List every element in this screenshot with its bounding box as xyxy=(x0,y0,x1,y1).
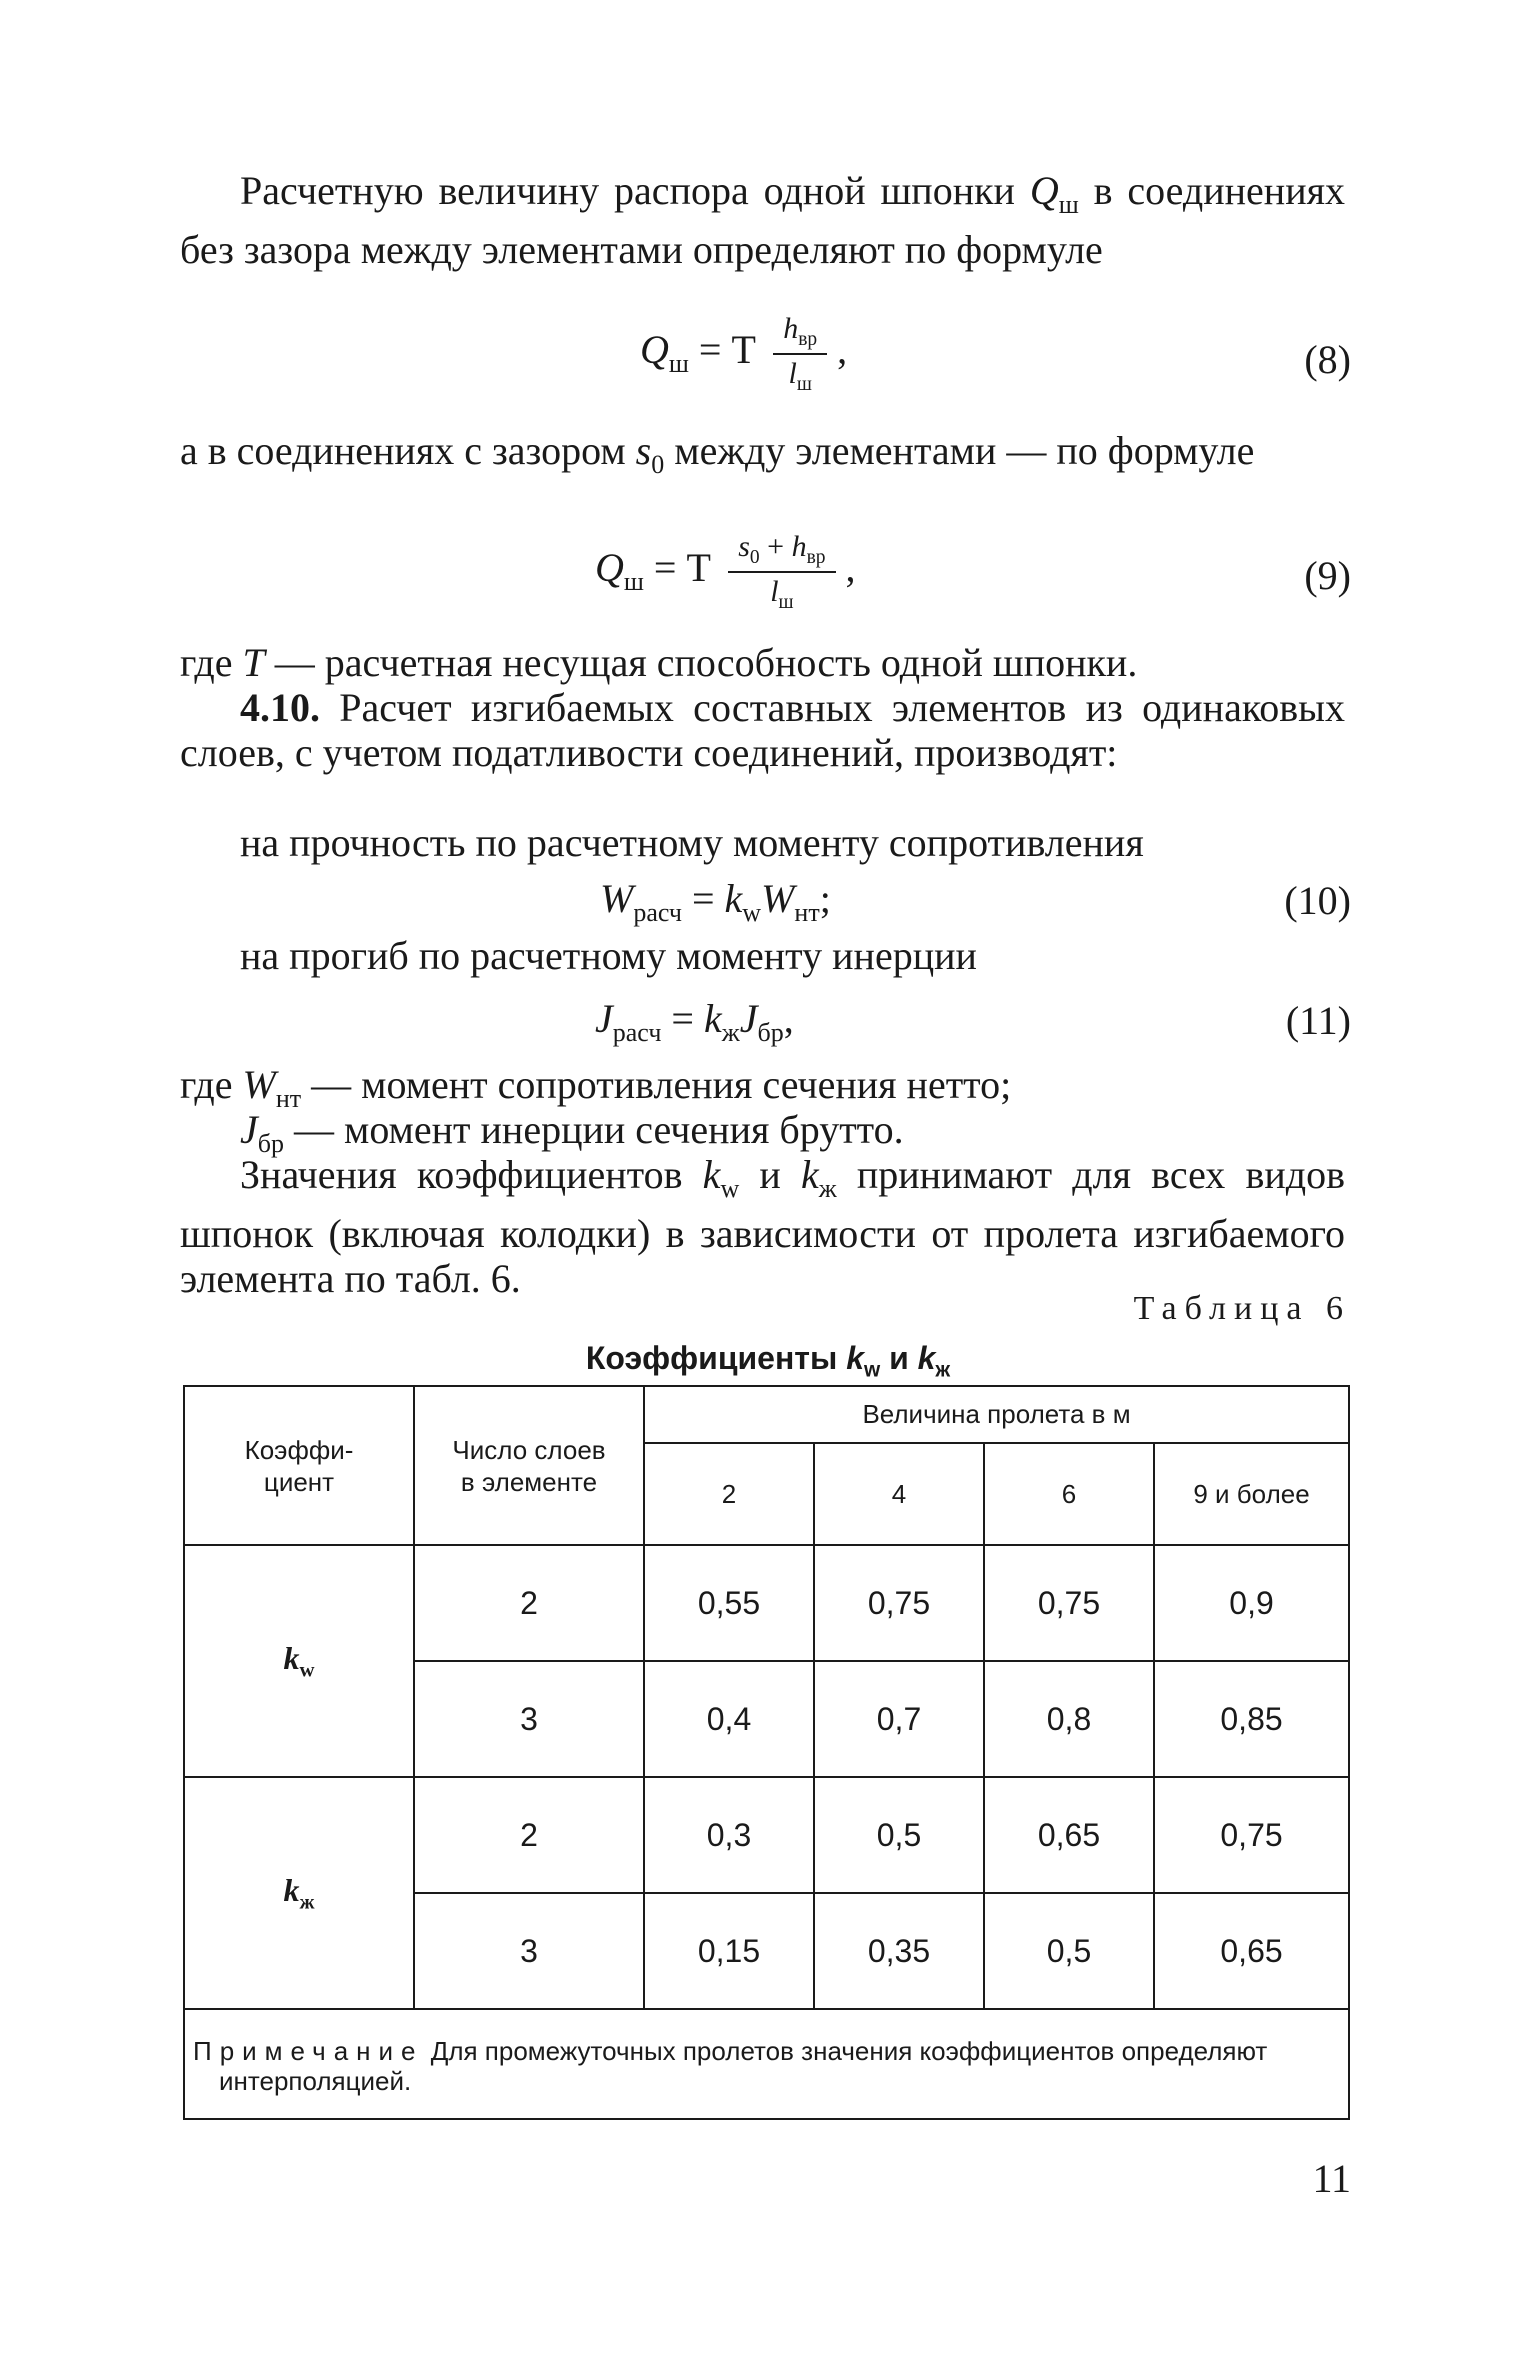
formula-8-den: l xyxy=(788,357,797,390)
formula-9-num-a-sub: 0 xyxy=(749,547,760,568)
table-cell: 0,35 xyxy=(814,1893,984,2009)
formula-10-w-sub: нт xyxy=(794,898,820,927)
table-note-text: Для промежуточных пролетов значения коэффициентов определяют интерполяцией. xyxy=(219,2036,1268,2096)
formula-9-lhs-sub: ш xyxy=(623,567,644,597)
formula-8-lhs: Q xyxy=(640,327,669,373)
table-cell: 0,75 xyxy=(984,1545,1154,1661)
table-note-label: Примечание xyxy=(193,2036,424,2066)
formula-9-den-sub: ш xyxy=(778,592,794,613)
header-coefficient-l1: Коэффи- xyxy=(244,1434,354,1465)
q-symbol: Q xyxy=(1029,168,1059,213)
table-cell: 0,15 xyxy=(644,1893,814,2009)
table-title-kzh: k xyxy=(917,1340,936,1376)
table-cell: 0,5 xyxy=(984,1893,1154,2009)
equation-number-11: (11) xyxy=(1285,998,1351,1043)
formula-9-tail: , xyxy=(835,545,856,591)
coefficients-table xyxy=(183,1385,1350,2120)
table-cell: 0,75 xyxy=(814,1545,984,1661)
intro-text: Расчетную величину распора одной шпонки xyxy=(240,168,1030,213)
formula-8-eq: = T xyxy=(688,327,766,373)
formula-11-k: k xyxy=(703,996,722,1041)
formula-11 xyxy=(595,995,794,1048)
coef-kzh-symbol: k xyxy=(283,1871,300,1908)
mid-text: а в соединениях с зазором xyxy=(180,428,636,473)
intro-text-end: в соединениях без зазора между элементами определяют по формуле xyxy=(180,168,1345,272)
kzh-symbol: k xyxy=(800,1152,819,1197)
table-row xyxy=(184,1545,1349,1661)
coef-kw-symbol: k xyxy=(283,1639,300,1676)
table-cell: 3 xyxy=(414,1661,644,1777)
mid-paragraph xyxy=(180,428,1345,487)
formula-10-lhs-sub: расч xyxy=(633,898,682,927)
table-cell: 0,85 xyxy=(1154,1661,1349,1777)
table-cell: 0,65 xyxy=(984,1777,1154,1893)
formula-11-j-sub: бр xyxy=(757,1018,784,1047)
formula-11-j: J xyxy=(739,996,758,1041)
j-symbol: J xyxy=(240,1107,258,1152)
where-j-text: — момент инерции сечения брутто. xyxy=(284,1107,904,1152)
table-cell: 0,9 xyxy=(1154,1545,1349,1661)
header-layers-l1: Число слоев xyxy=(452,1434,606,1465)
formula-11-tail: , xyxy=(783,996,794,1041)
formula-8-fraction xyxy=(773,312,827,396)
formula-9-lhs: Q xyxy=(595,545,624,591)
formula-9 xyxy=(595,530,856,614)
section-4-10 xyxy=(180,685,1345,775)
kw-subscript: w xyxy=(720,1174,740,1203)
table-title-mid: и xyxy=(880,1340,918,1376)
table-row xyxy=(184,1777,1349,1893)
deflection-line: на прогиб по расчетному моменту инерции xyxy=(240,933,977,978)
values-text-end: принимают для всех видов шпонок (включая колодки) в зависимости от пролета изгибаемого элемента по табл. 6. xyxy=(180,1152,1345,1301)
where-w-text: — момент сопротивления сечения нетто; xyxy=(301,1062,1012,1107)
table-cell: 0,3 xyxy=(644,1777,814,1893)
values-text: Значения коэффициентов xyxy=(240,1152,703,1197)
formula-8-num: h xyxy=(783,312,799,345)
t-symbol: T xyxy=(242,640,265,685)
table-cell: 2 xyxy=(414,1545,644,1661)
formula-9-num-a: s xyxy=(738,530,750,563)
s-subscript: 0 xyxy=(651,450,665,479)
w-symbol: W xyxy=(242,1062,276,1107)
table-title-kw: k xyxy=(846,1340,864,1376)
header-layers xyxy=(414,1386,644,1545)
formula-11-k-sub: ж xyxy=(721,1018,740,1047)
where-t-text: — расчетная несущая способность одной шпонки. xyxy=(264,640,1138,685)
formula-8-den-sub: ш xyxy=(796,374,812,395)
formula-10-k: k xyxy=(724,876,743,921)
formula-11-lhs: J xyxy=(595,996,613,1041)
coef-kzh-sub: ж xyxy=(299,1890,315,1914)
formula-10-k-sub: w xyxy=(742,898,762,927)
formula-10-w: W xyxy=(761,876,795,921)
formula-9-fraction xyxy=(728,530,835,614)
section-number: 4.10. xyxy=(240,685,320,730)
table-title-kw-sub: w xyxy=(863,1358,881,1382)
formula-10-lhs: W xyxy=(600,876,634,921)
values-paragraph xyxy=(180,1152,1345,1301)
header-span: Величина пролета в м xyxy=(644,1386,1349,1443)
table-cell: 0,7 xyxy=(814,1661,984,1777)
where-t-line xyxy=(180,640,1345,685)
header-coefficient-l2: циент xyxy=(263,1466,335,1497)
table-cell: 0,65 xyxy=(1154,1893,1349,2009)
table-title-text: Коэффициенты xyxy=(585,1340,847,1376)
header-layers-l2: в элементе xyxy=(460,1466,598,1497)
mid-text-end: между элементами — по формуле xyxy=(664,428,1255,473)
equation-number-8: (8) xyxy=(1304,337,1351,382)
formula-11-lhs-sub: расч xyxy=(612,1018,662,1047)
table-title-kzh-sub: ж xyxy=(935,1358,951,1382)
section-text: Расчет изгибаемых составных элементов из одинаковых слоев, с учетом податливости соединений, производят: xyxy=(180,685,1345,775)
where-w-pre: где xyxy=(180,1062,243,1107)
table-title xyxy=(0,1340,1536,1382)
row-coef-kw xyxy=(184,1545,414,1777)
table-cell: 2 xyxy=(414,1777,644,1893)
equation-number-10: (10) xyxy=(1284,878,1351,923)
table-cell: 3 xyxy=(414,1893,644,2009)
table-cell: 0,5 xyxy=(814,1777,984,1893)
formula-9-eq: = T xyxy=(643,545,721,591)
formula-8-num-sub: вр xyxy=(798,329,818,350)
kw-symbol: k xyxy=(702,1152,721,1197)
page-number: 11 xyxy=(1312,2156,1351,2201)
formula-10-tail: ; xyxy=(819,876,831,921)
s-symbol: s xyxy=(635,428,652,473)
table-cell: 0,8 xyxy=(984,1661,1154,1777)
formula-10-eq: = xyxy=(681,876,725,921)
table-cell: 0,75 xyxy=(1154,1777,1349,1893)
header-span-6: 6 xyxy=(984,1443,1154,1545)
formula-11-eq: = xyxy=(661,996,704,1041)
formula-8 xyxy=(640,312,847,396)
header-span-4: 4 xyxy=(814,1443,984,1545)
table-cell: 0,55 xyxy=(644,1545,814,1661)
kzh-subscript: ж xyxy=(818,1174,837,1203)
values-mid: и xyxy=(739,1152,801,1197)
formula-9-plus: + xyxy=(759,530,792,563)
row-coef-kzh xyxy=(184,1777,414,2009)
formula-8-lhs-sub: ш xyxy=(668,349,689,379)
header-coefficient xyxy=(184,1386,414,1545)
equation-number-9: (9) xyxy=(1304,553,1351,598)
formula-9-den: l xyxy=(770,575,779,608)
table-note xyxy=(184,2009,1349,2119)
formula-8-tail: , xyxy=(827,327,848,373)
intro-paragraph xyxy=(180,168,1345,272)
strength-line: на прочность по расчетному моменту сопротивления xyxy=(240,820,1144,865)
table-caption: Таблица 6 xyxy=(1133,1290,1351,1327)
formula-9-num-b: h xyxy=(791,530,807,563)
coef-kw-sub: w xyxy=(299,1658,315,1682)
header-span-2: 2 xyxy=(644,1443,814,1545)
q-subscript: ш xyxy=(1058,190,1079,219)
formula-10 xyxy=(600,875,831,928)
formula-9-num-b-sub: вр xyxy=(806,547,826,568)
where-t-pre: где xyxy=(180,640,243,685)
header-span-9-plus: 9 и более xyxy=(1154,1443,1349,1545)
table-cell: 0,4 xyxy=(644,1661,814,1777)
w-subscript: нт xyxy=(275,1084,302,1113)
j-subscript: бр xyxy=(257,1129,284,1158)
